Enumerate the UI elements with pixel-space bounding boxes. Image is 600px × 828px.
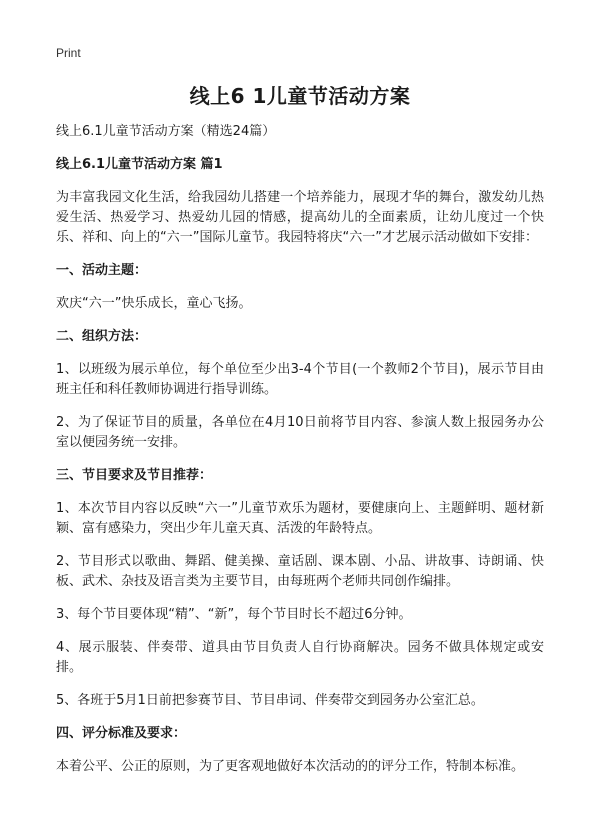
requirement-item-1: 1、本次节目内容以反映“六一”儿童节欢乐为题材，要健康向上、主题鲜明、题材新颖、富有感染力，突出少年儿童天真、活泼的年龄特点。 (56, 501, 544, 536)
requirement-item-3: 3、每个节目要体现“精”、“新”，每个节目时长不超过6分钟。 (56, 607, 412, 622)
requirement-item-4: 4、展示服装、伴奏带、道具由节目负责人自行协商解决。园务不做具体规定或安排。 (56, 640, 544, 675)
requirement-item-2: 2、节目形式以歌曲、舞蹈、健美操、童话剧、课本剧、小品、讲故事、诗朗诵、快板、武术、杂技及语言类为主要节目，由每班两个老师共同创作编排。 (56, 554, 544, 589)
heading-evaluation: 四、评分标准及要求： (56, 726, 187, 741)
heading-organization: 二、组织方法： (56, 329, 148, 344)
document-body (56, 122, 544, 790)
print-label[interactable]: Print (56, 46, 81, 60)
intro-paragraph: 为丰富我园文化生活，给我园幼儿搭建一个培养能力，展现才华的舞台，激发幼儿热爱生活、热爱学习、热爱幼儿园的情感，提高幼儿的全面素质，让幼儿度过一个快乐、祥和、向上的“六一”国际儿童节。我园特将庆“六一”才艺展示活动做如下安排： (56, 190, 544, 245)
organization-item-1: 1、以班级为展示单位，每个单位至少出3-4个节目(一个教师2个节目)，展示节目由班主任和科任教师协调进行指导训练。 (56, 362, 544, 397)
organization-item-2: 2、为了保证节目的质量，各单位在4月10日前将节目内容、参演人数上报园务办公室以便园务统一安排。 (56, 415, 544, 450)
heading-theme: 一、活动主题： (56, 263, 148, 278)
evaluation-paragraph: 本着公平、公正的原则，为了更客观地做好本次活动的的评分工作，特制本标准。 (56, 759, 525, 774)
theme-paragraph: 欢庆“六一”快乐成长，童心飞扬。 (56, 296, 252, 311)
requirement-item-5: 5、各班于5月1日前把参赛节目、节目串词、伴奏带交到园务办公室汇总。 (56, 693, 484, 708)
section-title: 线上6.1儿童节活动方案 篇1 (56, 157, 223, 172)
document-subtitle: 线上6.1儿童节活动方案（精选24篇） (56, 124, 276, 139)
document-title: 线上6 1儿童节活动方案 (189, 84, 411, 108)
heading-requirements: 三、节目要求及节目推荐： (56, 468, 213, 483)
